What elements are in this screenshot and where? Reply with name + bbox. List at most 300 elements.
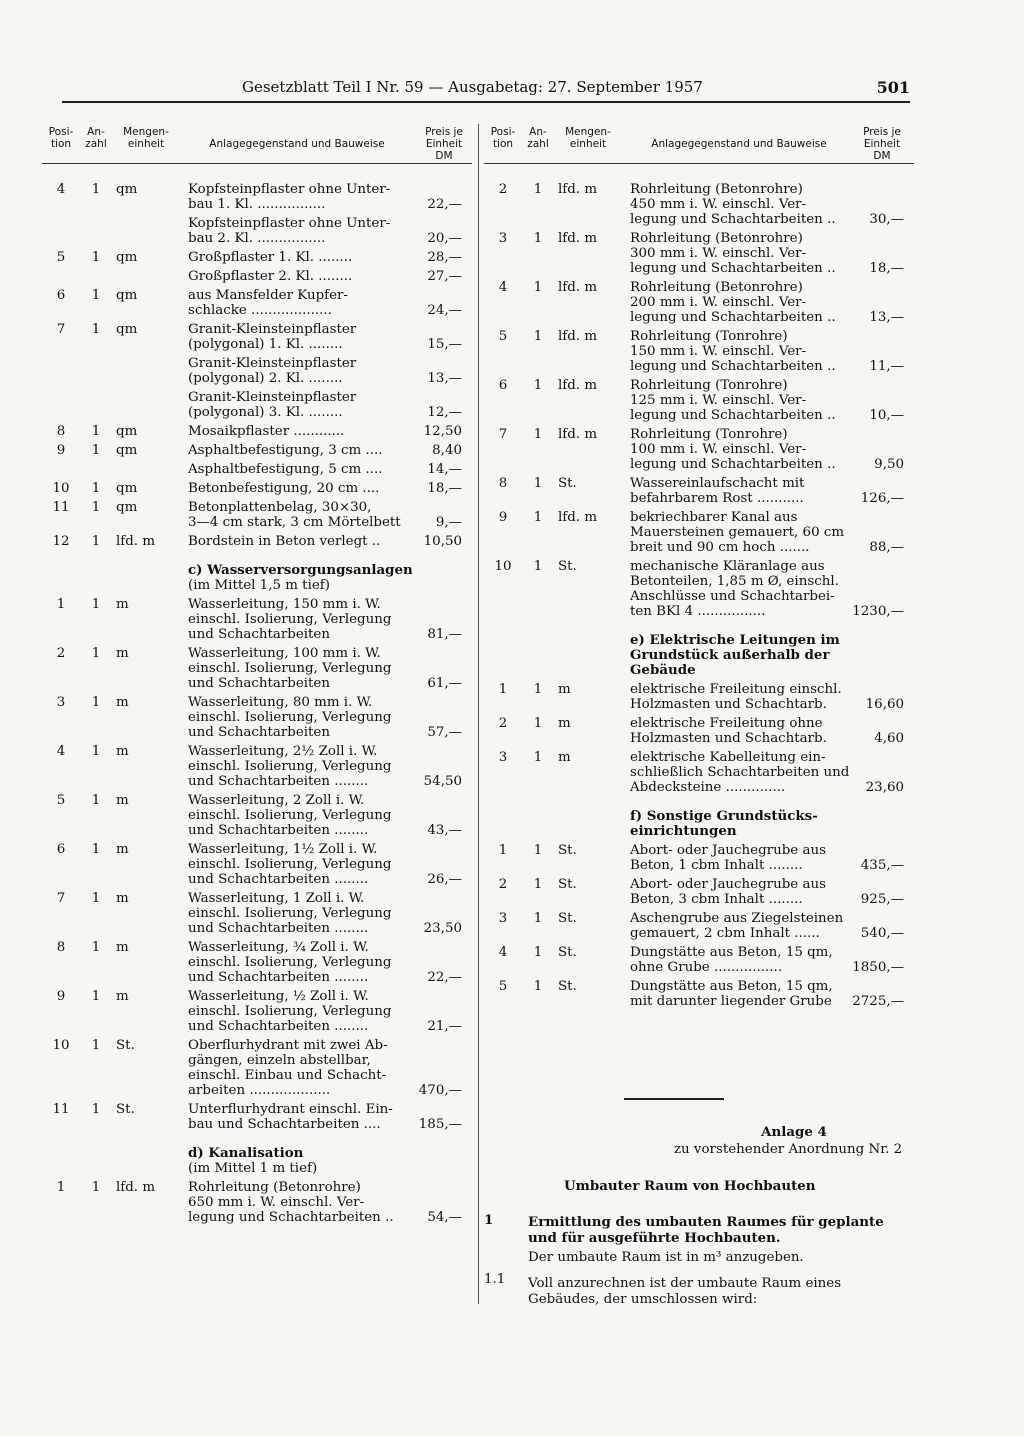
count-cell: 1 bbox=[91, 288, 101, 303]
description-line: 100 mm i. W. einschl. Ver- bbox=[630, 442, 807, 457]
description-cell bbox=[630, 476, 858, 506]
description-cell bbox=[630, 329, 858, 374]
anlage-subtitle: zu vorstehender Anordnung Nr. 2 bbox=[674, 1142, 903, 1157]
count-cell: 1 bbox=[91, 182, 101, 197]
unit-cell: qm bbox=[116, 443, 138, 458]
description-cell bbox=[630, 750, 858, 795]
unit-cell: St. bbox=[558, 945, 577, 960]
section-rule bbox=[624, 1098, 724, 1100]
unit-cell: St. bbox=[558, 979, 577, 994]
position-cell: 6 bbox=[56, 842, 66, 857]
description-line: Wasserleitung, 150 mm i. W. bbox=[188, 597, 381, 612]
position-cell: 10 bbox=[52, 481, 70, 496]
description-cell bbox=[188, 288, 416, 318]
description-line: Rohrleitung (Betonrohre) bbox=[630, 280, 803, 295]
table-row bbox=[42, 744, 472, 789]
description-cell bbox=[188, 182, 416, 212]
position-cell: 7 bbox=[498, 427, 508, 442]
description-line: arbeiten ................... bbox=[188, 1083, 331, 1098]
table-row bbox=[42, 1102, 472, 1132]
count-cell: 1 bbox=[91, 534, 101, 549]
col-an-header: An- zahl bbox=[85, 126, 107, 150]
description-cell bbox=[188, 390, 416, 420]
description-line: aus Mansfelder Kupfer- bbox=[188, 288, 348, 303]
col-menge-header: Mengen- einheit bbox=[565, 126, 611, 150]
price-cell: 28,— bbox=[427, 250, 462, 265]
description-cell bbox=[630, 280, 858, 325]
price-cell: 23,50 bbox=[423, 921, 462, 936]
table-row bbox=[42, 288, 472, 318]
unit-cell: lfd. m bbox=[558, 182, 598, 197]
description-line: legung und Schachtarbeiten .. bbox=[630, 310, 836, 325]
count-cell: 1 bbox=[533, 280, 543, 295]
position-cell: 3 bbox=[498, 231, 508, 246]
position-cell: 10 bbox=[52, 1038, 70, 1053]
price-cell: 16,60 bbox=[865, 697, 904, 712]
description-cell bbox=[630, 843, 858, 873]
position-cell: 2 bbox=[498, 877, 508, 892]
description-line: Betonplattenbelag, 30×30, bbox=[188, 500, 372, 515]
col-desc-header: Anlagegegenstand und Bauweise bbox=[651, 138, 827, 150]
position-cell: 5 bbox=[498, 979, 508, 994]
header-rule bbox=[62, 101, 910, 103]
table-body-d bbox=[42, 1180, 472, 1225]
price-cell: 1850,— bbox=[852, 960, 904, 975]
price-cell: 14,— bbox=[427, 462, 462, 477]
count-cell: 1 bbox=[91, 1180, 101, 1195]
table-row bbox=[484, 979, 914, 1009]
table-row bbox=[42, 646, 472, 691]
price-cell: 1230,— bbox=[852, 604, 904, 619]
unit-cell: m bbox=[116, 597, 129, 612]
description-line: Wasserleitung, ½ Zoll i. W. bbox=[188, 989, 369, 1004]
unit-cell: qm bbox=[116, 250, 138, 265]
price-cell: 30,— bbox=[869, 212, 904, 227]
price-cell: 12,— bbox=[427, 405, 462, 420]
description-line: Granit-Kleinsteinpflaster bbox=[188, 322, 357, 337]
count-cell: 1 bbox=[91, 424, 101, 439]
page-title: Gesetzblatt Teil I Nr. 59 — Ausgabetag: 27. September 1957 bbox=[242, 78, 703, 96]
price-cell: 18,— bbox=[427, 481, 462, 496]
count-cell: 1 bbox=[91, 793, 101, 808]
unit-cell: lfd. m bbox=[558, 231, 598, 246]
description-line: einschl. Isolierung, Verlegung bbox=[188, 759, 392, 774]
count-cell: 1 bbox=[533, 476, 543, 491]
description-line: Granit-Kleinsteinpflaster bbox=[188, 356, 357, 371]
description-cell bbox=[630, 911, 858, 941]
description-line: einschl. Einbau und Schacht- bbox=[188, 1068, 387, 1083]
description-line: elektrische Freileitung einschl. bbox=[630, 682, 842, 697]
count-cell: 1 bbox=[91, 481, 101, 496]
count-cell: 1 bbox=[533, 750, 543, 765]
description-line: ten BKl 4 ................ bbox=[630, 604, 766, 619]
table-row bbox=[484, 329, 914, 374]
count-cell: 1 bbox=[91, 443, 101, 458]
description-line: Kopfsteinpflaster ohne Unter- bbox=[188, 182, 391, 197]
price-cell: 18,— bbox=[869, 261, 904, 276]
table-row bbox=[42, 793, 472, 838]
description-line: legung und Schachtarbeiten .. bbox=[188, 1210, 394, 1225]
description-cell bbox=[188, 250, 416, 265]
description-line: Wasserleitung, 100 mm i. W. bbox=[188, 646, 381, 661]
unit-cell: m bbox=[116, 744, 129, 759]
unit-cell: St. bbox=[116, 1038, 135, 1053]
unit-cell: qm bbox=[116, 481, 138, 496]
description-line: Großpflaster 2. Kl. ........ bbox=[188, 269, 353, 284]
description-cell bbox=[188, 481, 416, 496]
description-cell bbox=[188, 793, 416, 838]
description-cell bbox=[188, 269, 416, 284]
count-cell: 1 bbox=[533, 911, 543, 926]
description-cell bbox=[188, 1180, 416, 1225]
paragraph-text: Der umbaute Raum ist in m³ anzugeben. bbox=[528, 1250, 804, 1265]
unit-cell: lfd. m bbox=[558, 510, 598, 525]
description-line: Unterflurhydrant einschl. Ein- bbox=[188, 1102, 393, 1117]
unit-cell: lfd. m bbox=[558, 280, 598, 295]
description-line: einschl. Isolierung, Verlegung bbox=[188, 1004, 392, 1019]
section-f-heading: f) Sonstige Grundstücks- einrichtungen bbox=[630, 808, 818, 839]
position-cell: 10 bbox=[494, 559, 512, 574]
count-cell: 1 bbox=[533, 843, 543, 858]
table-row bbox=[42, 989, 472, 1034]
price-cell: 24,— bbox=[427, 303, 462, 318]
price-cell: 61,— bbox=[427, 676, 462, 691]
description-line: Abort- oder Jauchegrube aus bbox=[630, 877, 826, 892]
unit-cell: St. bbox=[558, 877, 577, 892]
price-cell: 27,— bbox=[427, 269, 462, 284]
table-row bbox=[484, 911, 914, 941]
description-line: legung und Schachtarbeiten .. bbox=[630, 212, 836, 227]
position-cell: 2 bbox=[498, 716, 508, 731]
description-line: Beton, 3 cbm Inhalt ........ bbox=[630, 892, 803, 907]
description-line: 3—4 cm stark, 3 cm Mörtelbett bbox=[188, 515, 401, 530]
unit-cell: St. bbox=[558, 843, 577, 858]
price-cell: 8,40 bbox=[432, 443, 462, 458]
description-line: Mauersteinen gemauert, 60 cm bbox=[630, 525, 845, 540]
unit-cell: lfd. m bbox=[558, 378, 598, 393]
unit-cell: St. bbox=[116, 1102, 135, 1117]
description-cell bbox=[188, 443, 416, 458]
description-line: elektrische Kabelleitung ein- bbox=[630, 750, 826, 765]
col-preis-header: Preis je Einheit DM bbox=[425, 126, 463, 162]
description-cell bbox=[188, 597, 416, 642]
description-cell bbox=[188, 989, 416, 1034]
count-cell: 1 bbox=[91, 891, 101, 906]
description-cell bbox=[630, 559, 858, 619]
description-line: einschl. Isolierung, Verlegung bbox=[188, 808, 392, 823]
position-cell: 3 bbox=[498, 911, 508, 926]
position-cell: 6 bbox=[498, 378, 508, 393]
description-line: legung und Schachtarbeiten .. bbox=[630, 261, 836, 276]
anlage-heading: Umbauter Raum von Hochbauten bbox=[564, 1178, 816, 1194]
description-line: befahrbarem Rost ........... bbox=[630, 491, 804, 506]
price-cell: 9,50 bbox=[874, 457, 904, 472]
description-line: (polygonal) 1. Kl. ........ bbox=[188, 337, 343, 352]
description-line: schlacke ................... bbox=[188, 303, 332, 318]
unit-cell: m bbox=[116, 940, 129, 955]
anlage-title: Anlage 4 bbox=[761, 1124, 827, 1140]
table-row bbox=[484, 182, 914, 227]
description-line: Rohrleitung (Tonrohre) bbox=[630, 378, 788, 393]
description-line: Wasserleitung, 2 Zoll i. W. bbox=[188, 793, 365, 808]
description-line: einschl. Isolierung, Verlegung bbox=[188, 857, 392, 872]
description-cell bbox=[188, 462, 416, 477]
table-row bbox=[42, 597, 472, 642]
price-cell: 43,— bbox=[427, 823, 462, 838]
description-line: breit und 90 cm hoch ....... bbox=[630, 540, 810, 555]
description-line: Asphaltbefestigung, 5 cm .... bbox=[188, 462, 383, 477]
count-cell: 1 bbox=[533, 945, 543, 960]
description-line: (polygonal) 2. Kl. ........ bbox=[188, 371, 343, 386]
price-cell: 54,50 bbox=[423, 774, 462, 789]
table-row bbox=[484, 945, 914, 975]
unit-cell: m bbox=[116, 793, 129, 808]
position-cell: 3 bbox=[498, 750, 508, 765]
description-cell bbox=[188, 940, 416, 985]
description-cell bbox=[630, 945, 858, 975]
position-cell: 7 bbox=[56, 891, 66, 906]
column-divider bbox=[478, 124, 479, 1304]
price-cell: 13,— bbox=[869, 310, 904, 325]
price-cell: 13,— bbox=[427, 371, 462, 386]
description-cell bbox=[188, 500, 416, 530]
position-cell: 11 bbox=[52, 500, 70, 515]
col-pos-header: Posi- tion bbox=[48, 126, 74, 150]
price-cell: 54,— bbox=[427, 1210, 462, 1225]
table-row bbox=[42, 695, 472, 740]
unit-cell: m bbox=[116, 891, 129, 906]
count-cell: 1 bbox=[533, 378, 543, 393]
table-row bbox=[484, 843, 914, 873]
description-line: 150 mm i. W. einschl. Ver- bbox=[630, 344, 807, 359]
description-line: 300 mm i. W. einschl. Ver- bbox=[630, 246, 807, 261]
description-line: Asphaltbefestigung, 3 cm .... bbox=[188, 443, 383, 458]
description-line: Rohrleitung (Betonrohre) bbox=[630, 182, 803, 197]
count-cell: 1 bbox=[91, 842, 101, 857]
table-row bbox=[42, 424, 472, 439]
description-line: gemauert, 2 cbm Inhalt ...... bbox=[630, 926, 820, 941]
table-row bbox=[484, 427, 914, 472]
count-cell: 1 bbox=[533, 427, 543, 442]
price-cell: 22,— bbox=[427, 970, 462, 985]
description-line: und Schachtarbeiten ........ bbox=[188, 1019, 369, 1034]
description-line: und Schachtarbeiten ........ bbox=[188, 970, 369, 985]
table-row bbox=[484, 510, 914, 555]
description-line: Holzmasten und Schachtarb. bbox=[630, 731, 827, 746]
description-line: 125 mm i. W. einschl. Ver- bbox=[630, 393, 807, 408]
description-cell bbox=[630, 510, 858, 555]
description-line: 200 mm i. W. einschl. Ver- bbox=[630, 295, 807, 310]
position-cell: 5 bbox=[56, 793, 66, 808]
price-cell: 925,— bbox=[860, 892, 904, 907]
description-line: Betonbefestigung, 20 cm .... bbox=[188, 481, 380, 496]
count-cell: 1 bbox=[91, 1038, 101, 1053]
right-column bbox=[484, 124, 914, 1009]
description-cell bbox=[630, 182, 858, 227]
description-line: Großpflaster 1. Kl. ........ bbox=[188, 250, 353, 265]
left-column bbox=[42, 124, 472, 1225]
table-row bbox=[42, 250, 472, 265]
unit-cell: qm bbox=[116, 424, 138, 439]
count-cell: 1 bbox=[533, 716, 543, 731]
description-line: Rohrleitung (Betonrohre) bbox=[188, 1180, 361, 1195]
table-row bbox=[42, 462, 472, 477]
table-body-d-cont bbox=[484, 182, 914, 619]
position-cell: 5 bbox=[56, 250, 66, 265]
unit-cell: lfd. m bbox=[116, 1180, 156, 1195]
description-line: Beton, 1 cbm Inhalt ........ bbox=[630, 858, 803, 873]
table-body-c bbox=[42, 597, 472, 1132]
count-cell: 1 bbox=[91, 646, 101, 661]
table-header bbox=[42, 124, 472, 164]
col-pos-header: Posi- tion bbox=[490, 126, 516, 150]
unit-cell: m bbox=[116, 989, 129, 1004]
table-row bbox=[42, 534, 472, 549]
position-cell: 8 bbox=[56, 424, 66, 439]
count-cell: 1 bbox=[91, 322, 101, 337]
price-cell: 15,— bbox=[427, 337, 462, 352]
table-row bbox=[42, 322, 472, 352]
description-cell bbox=[188, 424, 416, 439]
price-cell: 10,— bbox=[869, 408, 904, 423]
count-cell: 1 bbox=[533, 979, 543, 994]
page-header bbox=[62, 78, 910, 100]
table-row bbox=[484, 750, 914, 795]
description-line: einschl. Isolierung, Verlegung bbox=[188, 710, 392, 725]
description-line: Kopfsteinpflaster ohne Unter- bbox=[188, 216, 391, 231]
price-cell: 26,— bbox=[427, 872, 462, 887]
unit-cell: m bbox=[116, 646, 129, 661]
table-row bbox=[42, 891, 472, 936]
col-desc-header: Anlagegegenstand und Bauweise bbox=[209, 138, 385, 150]
description-line: elektrische Freileitung ohne bbox=[630, 716, 823, 731]
count-cell: 1 bbox=[91, 597, 101, 612]
description-cell bbox=[188, 534, 416, 549]
position-cell: 6 bbox=[56, 288, 66, 303]
description-line: legung und Schachtarbeiten .. bbox=[630, 457, 836, 472]
table-row bbox=[42, 443, 472, 458]
count-cell: 1 bbox=[533, 231, 543, 246]
table-row bbox=[42, 182, 472, 212]
unit-cell: lfd. m bbox=[558, 427, 598, 442]
description-cell bbox=[188, 216, 416, 246]
table-row bbox=[42, 216, 472, 246]
table-row bbox=[42, 1180, 472, 1225]
description-cell bbox=[630, 682, 858, 712]
count-cell: 1 bbox=[91, 744, 101, 759]
price-cell: 10,50 bbox=[423, 534, 462, 549]
position-cell: 9 bbox=[56, 443, 66, 458]
unit-cell: m bbox=[558, 750, 571, 765]
table-body-a bbox=[42, 182, 472, 549]
price-cell: 11,— bbox=[869, 359, 904, 374]
unit-cell: m bbox=[558, 682, 571, 697]
unit-cell: qm bbox=[116, 322, 138, 337]
count-cell: 1 bbox=[533, 329, 543, 344]
description-line: einschl. Isolierung, Verlegung bbox=[188, 612, 392, 627]
description-cell bbox=[630, 427, 858, 472]
description-line: 650 mm i. W. einschl. Ver- bbox=[188, 1195, 365, 1210]
unit-cell: lfd. m bbox=[558, 329, 598, 344]
description-cell bbox=[630, 979, 858, 1009]
description-line: ohne Grube ................ bbox=[630, 960, 783, 975]
price-cell: 88,— bbox=[869, 540, 904, 555]
position-cell: 11 bbox=[52, 1102, 70, 1117]
position-cell: 4 bbox=[498, 280, 508, 295]
description-line: schließlich Schachtarbeiten und bbox=[630, 765, 850, 780]
description-cell bbox=[188, 695, 416, 740]
table-row bbox=[484, 231, 914, 276]
position-cell: 2 bbox=[56, 646, 66, 661]
description-cell bbox=[630, 231, 858, 276]
unit-cell: lfd. m bbox=[116, 534, 156, 549]
description-line: Oberflurhydrant mit zwei Ab- bbox=[188, 1038, 388, 1053]
description-line: einschl. Isolierung, Verlegung bbox=[188, 661, 392, 676]
description-line: Betonteilen, 1,85 m Ø, einschl. bbox=[630, 574, 839, 589]
price-cell: 20,— bbox=[427, 231, 462, 246]
description-line: legung und Schachtarbeiten .. bbox=[630, 359, 836, 374]
description-line: Wassereinlaufschacht mit bbox=[630, 476, 805, 491]
price-cell: 57,— bbox=[427, 725, 462, 740]
price-cell: 23,60 bbox=[865, 780, 904, 795]
position-cell: 1 bbox=[56, 1180, 66, 1195]
price-cell: 185,— bbox=[418, 1117, 462, 1132]
unit-cell: m bbox=[116, 842, 129, 857]
description-line: bau 2. Kl. ................ bbox=[188, 231, 326, 246]
description-cell bbox=[188, 1102, 416, 1132]
col-preis-header: Preis je Einheit DM bbox=[863, 126, 901, 162]
paragraph-text: Ermittlung des umbauten Raumes für geplante bbox=[528, 1214, 884, 1230]
section-e-heading: e) Elektrische Leitungen im Grundstück außerhalb der Gebäude bbox=[630, 632, 840, 678]
position-cell: 7 bbox=[56, 322, 66, 337]
position-cell: 12 bbox=[52, 534, 70, 549]
position-cell: 2 bbox=[498, 182, 508, 197]
unit-cell: m bbox=[558, 716, 571, 731]
paragraph-text: Voll anzurechnen ist der umbaute Raum eines bbox=[528, 1276, 842, 1291]
price-cell: 435,— bbox=[860, 858, 904, 873]
paragraph-text: Gebäudes, der umschlossen wird: bbox=[528, 1292, 758, 1307]
position-cell: 1 bbox=[56, 597, 66, 612]
section-c-heading: c) Wasserversorgungsanlagen (im Mittel 1,5 m tief) bbox=[188, 562, 413, 593]
description-line: Wasserleitung, ¾ Zoll i. W. bbox=[188, 940, 369, 955]
unit-cell: St. bbox=[558, 911, 577, 926]
position-cell: 5 bbox=[498, 329, 508, 344]
table-row bbox=[484, 476, 914, 506]
description-line: Dungstätte aus Beton, 15 qm, bbox=[630, 945, 833, 960]
table-row bbox=[484, 280, 914, 325]
description-line: Granit-Kleinsteinpflaster bbox=[188, 390, 357, 405]
description-line: (polygonal) 3. Kl. ........ bbox=[188, 405, 343, 420]
position-cell: 9 bbox=[498, 510, 508, 525]
price-cell: 2725,— bbox=[852, 994, 904, 1009]
col-menge-header: Mengen- einheit bbox=[123, 126, 169, 150]
price-cell: 9,— bbox=[435, 515, 462, 530]
description-line: und Schachtarbeiten bbox=[188, 627, 330, 642]
description-line: Wasserleitung, 80 mm i. W. bbox=[188, 695, 373, 710]
table-row bbox=[42, 269, 472, 284]
table-row bbox=[42, 940, 472, 985]
position-cell: 4 bbox=[498, 945, 508, 960]
description-cell bbox=[188, 744, 416, 789]
description-line: bau 1. Kl. ................ bbox=[188, 197, 326, 212]
count-cell: 1 bbox=[91, 1102, 101, 1117]
description-line: und Schachtarbeiten ........ bbox=[188, 774, 369, 789]
description-line: bau und Schachtarbeiten .... bbox=[188, 1117, 381, 1132]
count-cell: 1 bbox=[533, 510, 543, 525]
paragraph-number: 1.1 bbox=[484, 1272, 506, 1287]
count-cell: 1 bbox=[533, 682, 543, 697]
table-row bbox=[42, 500, 472, 530]
